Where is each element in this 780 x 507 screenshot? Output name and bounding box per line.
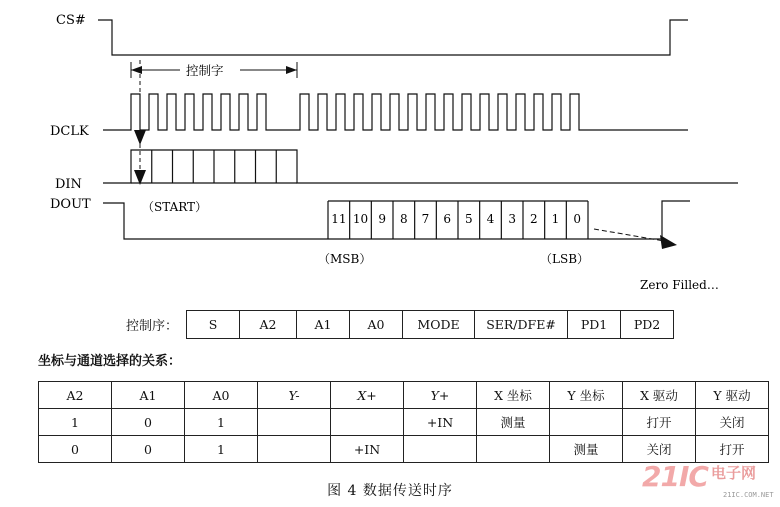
table-header: X+ — [331, 382, 404, 409]
table-cell: 测量 — [477, 409, 550, 436]
table-row — [39, 436, 769, 463]
dout-bit-label: 4 — [486, 212, 495, 226]
dout-bit-label: 5 — [465, 212, 473, 226]
dout-label: DOUT — [50, 197, 91, 212]
table-cell: 1 — [185, 409, 258, 436]
lsb-label: （LSB） — [540, 252, 590, 266]
watermark-logo-cn: 电子网 — [711, 464, 757, 482]
zero-filled-label: Zero Filled… — [640, 278, 719, 292]
start-label: （START） — [142, 200, 208, 214]
ctrl-field: A1 — [297, 311, 350, 339]
control-sequence-table — [186, 310, 674, 339]
cs-label: CS# — [56, 13, 86, 28]
table-cell: 关闭 — [623, 436, 696, 463]
dout-bit-cells — [328, 201, 588, 239]
table-header: Y 坐标 — [550, 382, 623, 409]
dclk-label: DCLK — [50, 124, 89, 139]
dout-bit-label: 9 — [378, 212, 386, 226]
table-cell — [258, 409, 331, 436]
table-header: A1 — [112, 382, 185, 409]
dout-bit-label: 0 — [573, 212, 581, 226]
table-cell: +IN — [404, 409, 477, 436]
table-header: A2 — [39, 382, 112, 409]
cs-waveform — [98, 20, 688, 55]
table-cell: 打开 — [696, 436, 769, 463]
ctrl-field: MODE — [403, 311, 475, 339]
watermark-logo: 21IC — [642, 460, 708, 493]
table-cell: 0 — [112, 409, 185, 436]
dout-bit-label: 7 — [421, 212, 430, 226]
table-cell — [331, 409, 404, 436]
msb-label: （MSB） — [318, 252, 372, 266]
ctrl-field: SER/DFE# — [475, 311, 568, 339]
table-header-row — [39, 382, 769, 409]
table-cell — [404, 436, 477, 463]
figure-caption: 图 4 数据传送时序 — [327, 483, 453, 499]
relation-title: 坐标与通道选择的关系： — [38, 354, 182, 369]
dclk-waveform — [103, 94, 688, 130]
table-cell — [550, 409, 623, 436]
relation-table — [38, 381, 769, 463]
table-cell: 打开 — [623, 409, 696, 436]
table-cell: 1 — [185, 436, 258, 463]
table-header: Y- — [258, 382, 331, 409]
table-cell: 1 — [39, 409, 112, 436]
ctrl-field: PD2 — [621, 311, 674, 339]
table-header: Y+ — [404, 382, 477, 409]
control-sequence-title: 控制序： — [126, 319, 179, 334]
dout-bit-label: 8 — [400, 212, 408, 226]
table-header: Y 驱动 — [696, 382, 769, 409]
table-cell: 测量 — [550, 436, 623, 463]
ctrl-field: S — [187, 311, 240, 339]
dout-bit-label: 3 — [508, 212, 516, 226]
table-cell: 关闭 — [696, 409, 769, 436]
watermark-url: 21IC.COM.NET — [723, 491, 774, 499]
table-cell — [477, 436, 550, 463]
din-waveform — [103, 150, 738, 183]
dout-bit-label: 10 — [352, 212, 369, 226]
control-sequence — [126, 310, 674, 339]
dout-bit-label: 1 — [551, 212, 560, 226]
dout-bit-label: 6 — [443, 212, 451, 226]
ctrl-field: A2 — [240, 311, 297, 339]
control-word-label: 控制字 — [186, 63, 224, 78]
ctrl-field: A0 — [350, 311, 403, 339]
table-cell: 0 — [112, 436, 185, 463]
table-header: X 驱动 — [623, 382, 696, 409]
table-cell: +IN — [331, 436, 404, 463]
din-label: DIN — [55, 177, 82, 192]
table-header: X 坐标 — [477, 382, 550, 409]
dout-bit-label: 11 — [331, 212, 347, 226]
table-header: A0 — [185, 382, 258, 409]
table-cell — [258, 436, 331, 463]
table-row — [39, 409, 769, 436]
table-cell: 0 — [39, 436, 112, 463]
ctrl-field: PD1 — [568, 311, 621, 339]
dout-bit-label: 2 — [530, 212, 538, 226]
